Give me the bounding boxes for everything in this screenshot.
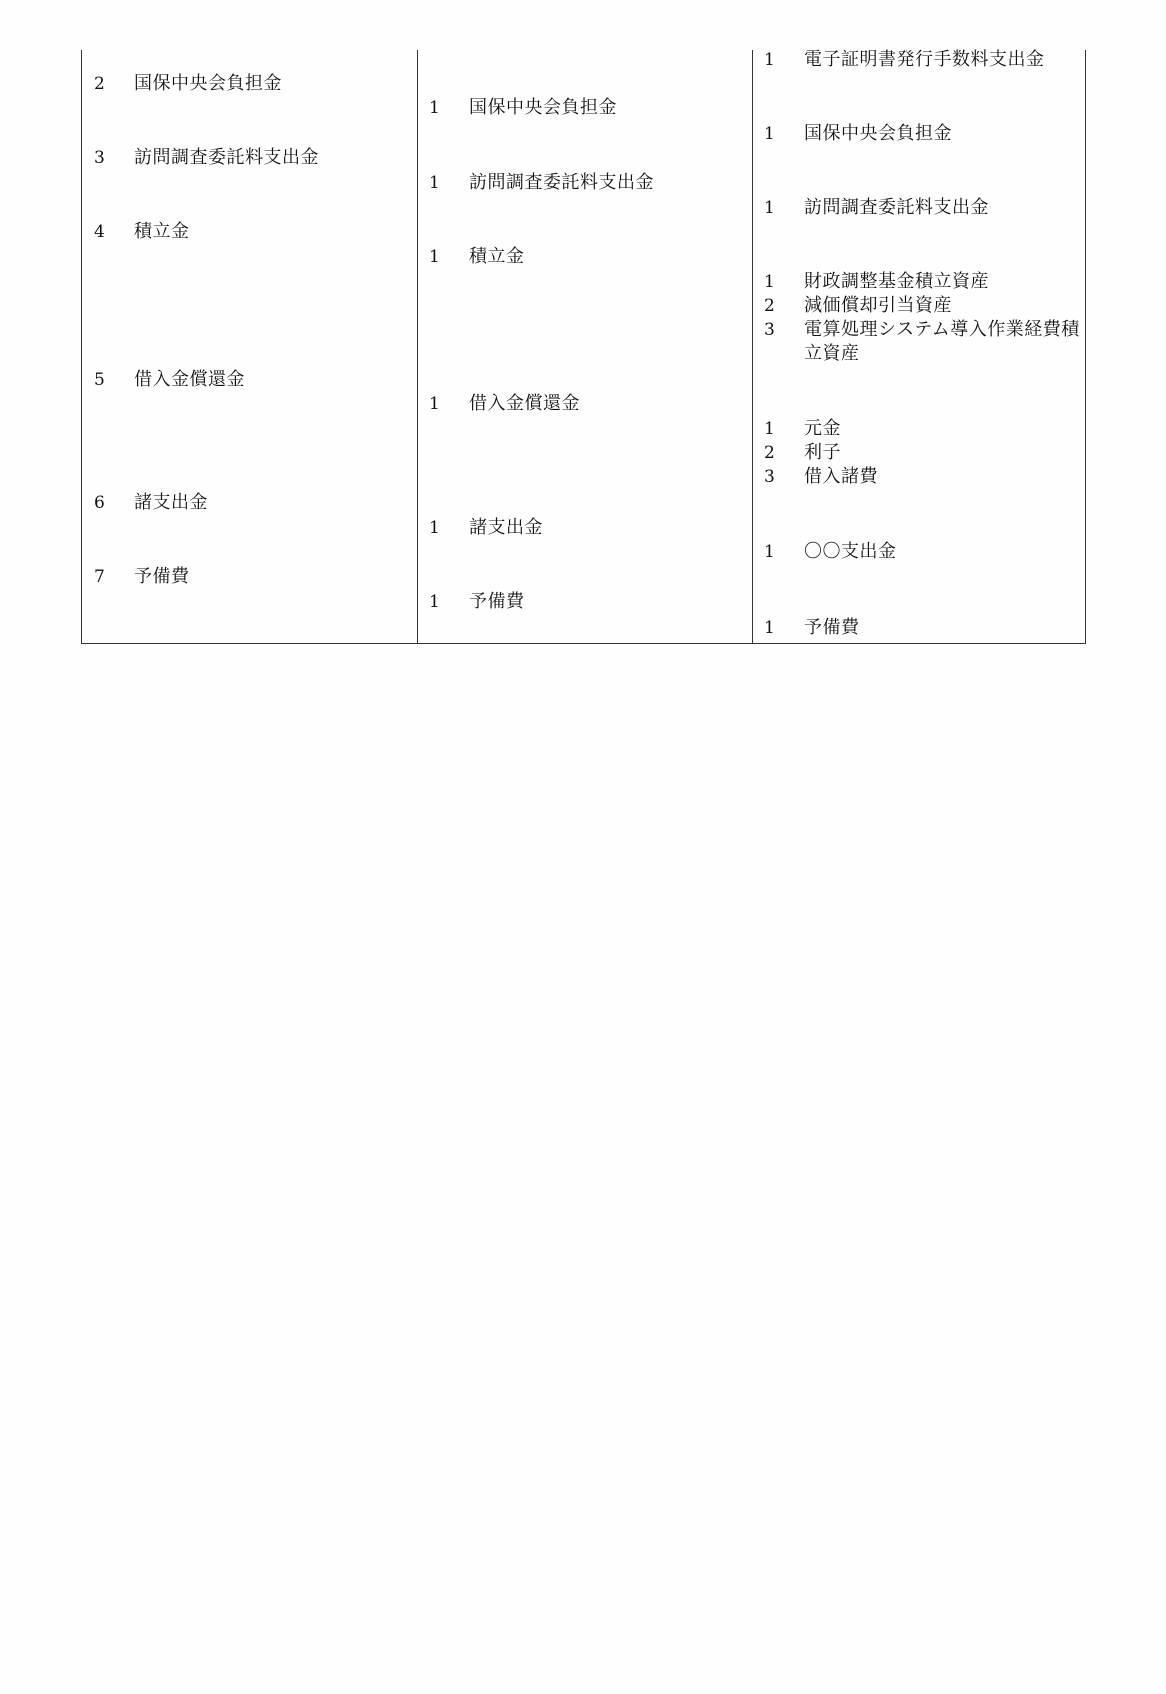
item-label: 諸支出金 bbox=[469, 517, 543, 538]
item-label: 国保中央会負担金 bbox=[469, 97, 617, 118]
item-label: 元金 bbox=[804, 418, 841, 439]
item-number: 1 bbox=[429, 394, 440, 414]
item-label: 借入金償還金 bbox=[134, 369, 245, 390]
item-label: 訪問調査委託料支出金 bbox=[134, 147, 319, 168]
item-number: 2 bbox=[764, 443, 775, 463]
item-label: 諸支出金 bbox=[134, 492, 208, 513]
item-number: 6 bbox=[94, 493, 105, 513]
column-divider bbox=[417, 50, 418, 643]
item-number: 1 bbox=[764, 618, 775, 638]
item-number: 1 bbox=[429, 592, 440, 612]
item-number: 1 bbox=[764, 419, 775, 439]
item-label: 訪問調査委託料支出金 bbox=[469, 172, 654, 193]
item-number: 4 bbox=[94, 222, 105, 242]
item-number: 3 bbox=[764, 320, 775, 340]
item-label: 積立金 bbox=[469, 246, 525, 267]
item-number: 3 bbox=[94, 148, 105, 168]
item-number: 1 bbox=[429, 247, 440, 267]
item-number: 7 bbox=[94, 567, 105, 587]
item-number: 1 bbox=[764, 272, 775, 292]
item-number: 1 bbox=[764, 198, 775, 218]
item-label: 積立金 bbox=[134, 221, 190, 242]
item-number: 1 bbox=[429, 518, 440, 538]
item-label: 財政調整基金積立資産 bbox=[804, 271, 989, 292]
item-number: 2 bbox=[94, 74, 105, 94]
item-label: 予備費 bbox=[469, 591, 525, 612]
item-number: 1 bbox=[764, 542, 775, 562]
item-label: 国保中央会負担金 bbox=[804, 123, 952, 144]
budget-table bbox=[81, 50, 1086, 644]
item-label: 借入金償還金 bbox=[469, 393, 580, 414]
item-label: 訪問調査委託料支出金 bbox=[804, 197, 989, 218]
item-number: 5 bbox=[94, 370, 105, 390]
item-label: 減価償却引当資産 bbox=[804, 295, 952, 316]
item-label: 利子 bbox=[804, 442, 841, 463]
item-label: 予備費 bbox=[134, 566, 190, 587]
item-number: 1 bbox=[764, 50, 775, 70]
item-label: 電算処理システム導入作業経費積立資産 bbox=[804, 319, 1080, 364]
item-label: 借入諸費 bbox=[804, 466, 878, 487]
item-label: 〇〇支出金 bbox=[804, 541, 897, 562]
item-number: 3 bbox=[764, 467, 775, 487]
item-number: 2 bbox=[764, 296, 775, 316]
item-number: 1 bbox=[764, 124, 775, 144]
item-number: 1 bbox=[429, 98, 440, 118]
item-label: 電子証明書発行手数料支出金 bbox=[804, 49, 1045, 70]
column-divider bbox=[752, 50, 753, 643]
item-label: 予備費 bbox=[804, 617, 860, 638]
item-number: 1 bbox=[429, 173, 440, 193]
item-label: 国保中央会負担金 bbox=[134, 73, 282, 94]
